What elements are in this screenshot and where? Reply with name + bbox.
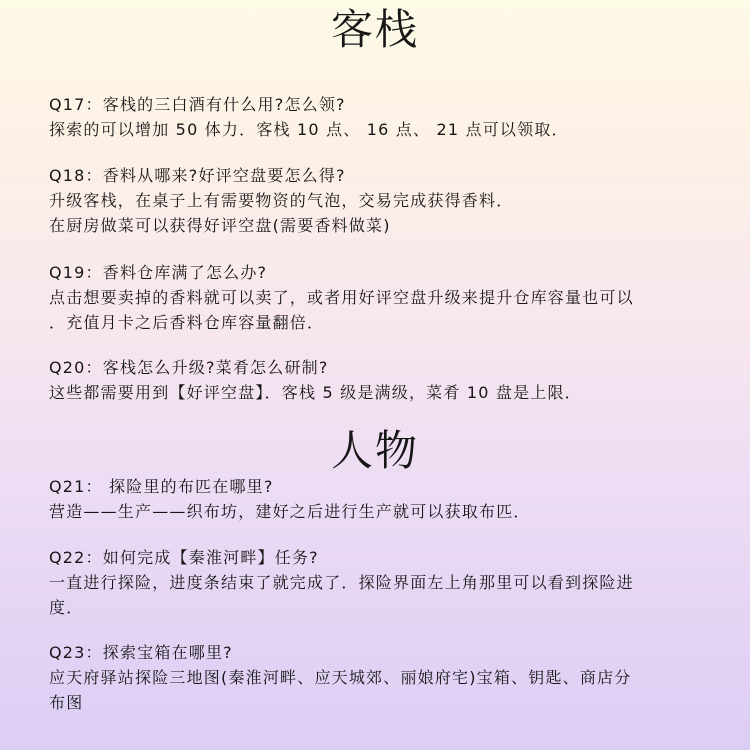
answer-line: 营造——生产——织布坊，建好之后进行生产就可以获取布匹． bbox=[49, 502, 531, 521]
answer-line: 一直进行探险，进度条结束了就完成了．探险界面左上角那里可以看到探险进 bbox=[49, 573, 634, 592]
question-text: Q17：客栈的三白酒有什么用?怎么领? bbox=[49, 95, 346, 114]
question-text: Q18：香料从哪来?好评空盘要怎么得? bbox=[49, 166, 346, 185]
qa-item-q18 bbox=[49, 163, 729, 238]
section-title-inn: 客栈 bbox=[330, 5, 419, 54]
answer-line: ．充值月卡之后香料仓库容量翻倍． bbox=[49, 313, 325, 332]
answer-line: 布图 bbox=[49, 693, 84, 712]
qa-item-q17 bbox=[49, 92, 729, 142]
question-text: Q22：如何完成【秦淮河畔】任务? bbox=[49, 548, 319, 567]
question-text: Q19：香料仓库满了怎么办? bbox=[49, 263, 268, 282]
qa-item-q20 bbox=[49, 355, 729, 405]
answer-line: 在厨房做菜可以获得好评空盘(需要香料做菜) bbox=[49, 216, 391, 235]
qa-item-q19 bbox=[49, 260, 729, 335]
question-text: Q23：探索宝箱在哪里? bbox=[49, 643, 233, 662]
answer-line: 应天府驿站探险三地图(秦淮河畔、应天城郊、丽娘府宅)宝箱、钥匙、商店分 bbox=[49, 668, 632, 687]
answer-line: 探索的可以增加 50 体力．客栈 10 点、 16 点、 21 点可以领取． bbox=[49, 120, 569, 139]
section-title-people: 人物 bbox=[330, 426, 419, 475]
qa-item-q23 bbox=[49, 640, 729, 715]
question-text: Q20：客栈怎么升级?菜肴怎么研制? bbox=[49, 358, 329, 377]
answer-line: 升级客栈，在桌子上有需要物资的气泡，交易完成获得香料． bbox=[49, 191, 514, 210]
qa-item-q21 bbox=[49, 474, 729, 524]
qa-item-q22 bbox=[49, 545, 729, 620]
answer-line: 点击想要卖掉的香料就可以卖了，或者用好评空盘升级来提升仓库容量也可以 bbox=[49, 288, 634, 307]
question-text: Q21： 探险里的布匹在哪里? bbox=[49, 477, 274, 496]
answer-line: 度． bbox=[49, 598, 84, 617]
answer-line: 这些都需要用到【好评空盘】．客栈 5 级是满级，菜肴 10 盘是上限． bbox=[49, 383, 582, 402]
